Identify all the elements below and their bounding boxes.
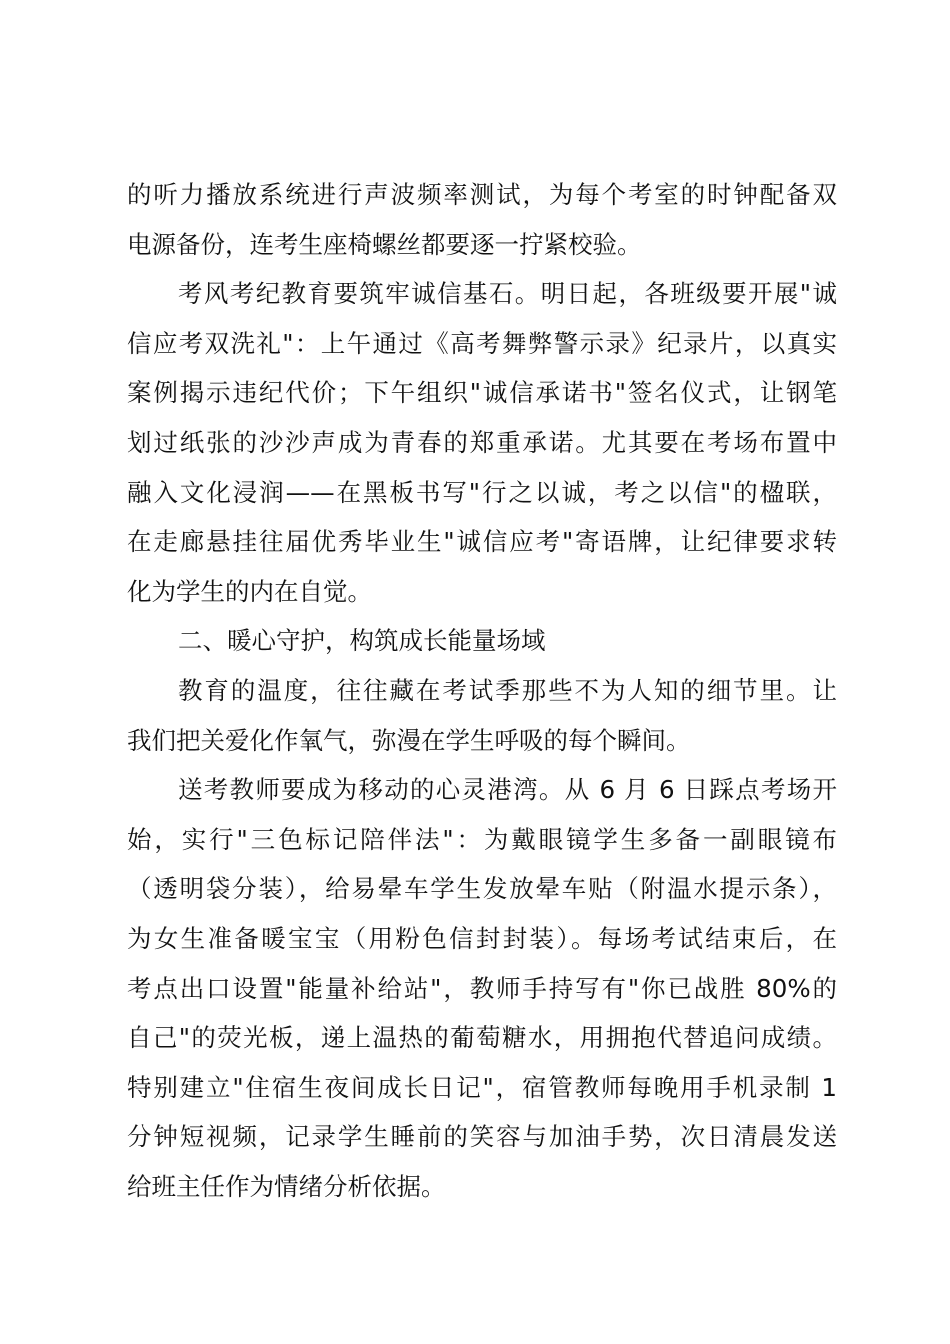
paragraph-line: 考点出口设置"能量补给站"，教师手持写有"你已战胜 80%的 xyxy=(127,973,837,1003)
paragraph-line: 始，实行"三色标记陪伴法"：为戴眼镜学生多备一副眼镜布 xyxy=(127,824,837,854)
paragraph-line: 案例揭示违纪代价；下午组织"诚信承诺书"签名仪式，让钢笔 xyxy=(127,378,837,408)
paragraph-line: 教育的温度，往往藏在考试季那些不为人知的细节里。让 xyxy=(178,675,837,705)
paragraph-line: 信应考双洗礼"：上午通过《高考舞弊警示录》纪录片，以真实 xyxy=(127,328,837,358)
section-heading: 二、暖心守护，构筑成长能量场域 xyxy=(178,626,546,656)
paragraph-line: 给班主任作为情绪分析依据。 xyxy=(127,1171,446,1201)
document-body xyxy=(127,170,837,1211)
paragraph-line: （透明袋分装），给易晕车学生发放晕车贴（附温水提示条）， xyxy=(127,874,837,904)
paragraph-line: 考风考纪教育要筑牢诚信基石。明日起，各班级要开展"诚 xyxy=(178,279,837,309)
paragraph-line: 划过纸张的沙沙声成为青春的郑重承诺。尤其要在考场布置中 xyxy=(127,427,837,457)
paragraph-line: 特别建立"住宿生夜间成长日记"，宿管教师每晚用手机录制 1 xyxy=(127,1072,837,1102)
paragraph-line: 电源备份，连考生座椅螺丝都要逐一拧紧校验。 xyxy=(127,229,642,259)
paragraph-line: 在走廊悬挂往届优秀毕业生"诚信应考"寄语牌，让纪律要求转 xyxy=(127,527,837,557)
paragraph-line: 化为学生的内在自觉。 xyxy=(127,576,372,606)
paragraph-line: 送考教师要成为移动的心灵港湾。从 6 月 6 日踩点考场开 xyxy=(178,775,837,805)
paragraph-line: 融入文化浸润——在黑板书写"行之以诚，考之以信"的楹联， xyxy=(127,477,837,507)
paragraph-line: 的听力播放系统进行声波频率测试，为每个考室的时钟配备双 xyxy=(127,180,837,209)
paragraph-line: 我们把关爱化作氧气，弥漫在学生呼吸的每个瞬间。 xyxy=(127,725,691,755)
paragraph-line: 自己"的荧光板，递上温热的葡萄糖水，用拥抱代替追问成绩。 xyxy=(127,1023,837,1053)
paragraph-line: 为女生准备暖宝宝（用粉色信封封装）。每场考试结束后，在 xyxy=(127,923,837,953)
paragraph-line: 分钟短视频，记录学生睡前的笑容与加油手势，次日清晨发送 xyxy=(127,1122,837,1152)
